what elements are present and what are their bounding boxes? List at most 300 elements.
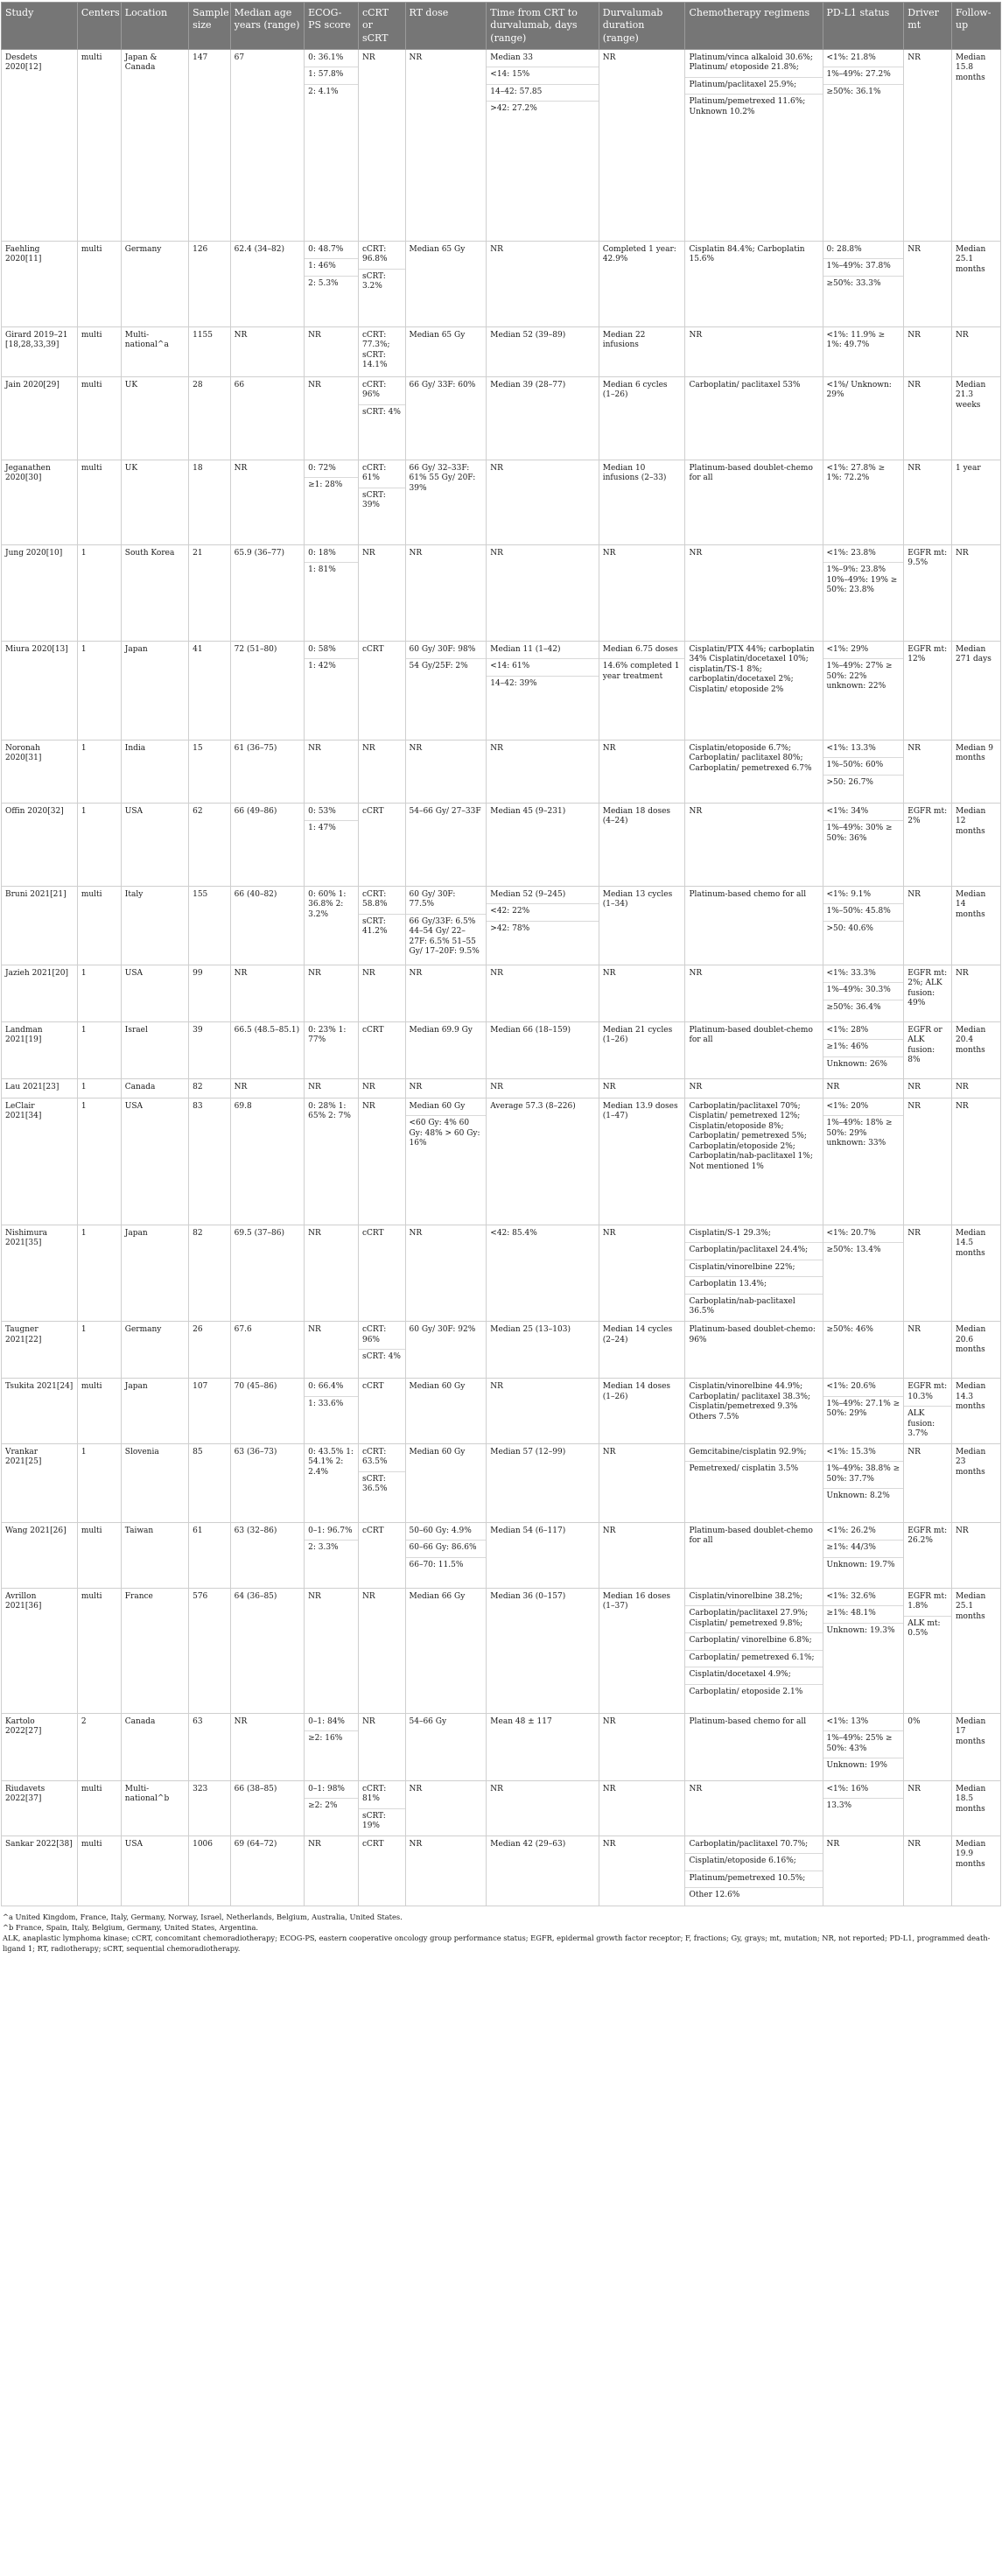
study-cell [2,49,78,241]
rt-dose-cell [405,376,487,460]
pd-l1-status-cell [823,1225,904,1321]
table-row [2,49,1001,241]
location-cell [121,326,188,376]
cell-value: 66 (49–86) [234,806,277,816]
cell-value: Median 6 cycles (1–26) [602,380,668,400]
table-row [2,1021,1001,1078]
table-row [2,1522,1001,1588]
centers-cell [77,965,121,1021]
chemotherapy-regimens-cell [685,1443,823,1522]
crt-type-cell [358,241,405,326]
cell-value: sCRT: 3.2% [359,269,405,296]
cell-value: NR [490,743,503,753]
chemotherapy-regimens-cell [685,740,823,803]
location-cell [121,376,188,460]
location-cell [121,49,188,241]
cell-value: NR [308,380,321,390]
driver-mt-cell [904,241,952,326]
cell-value: 63 (32–86) [234,1526,277,1535]
cell-value: Median 54 (6–117) [490,1526,566,1535]
cell-value: 1 year [956,463,981,473]
pd-l1-status-cell [823,641,904,740]
ecog-ps-cell [305,1225,359,1321]
cell-value: Carboplatin/ vinorelbine 6.8%; [685,1632,822,1650]
cell-value: Japan [124,1381,148,1391]
location-cell [121,965,188,1021]
study-characteristics-table [1,2,1001,1906]
cell-value: <1%: 9.1% [826,889,872,899]
cell-value: Jazieh 2021[20] [5,968,68,978]
study-cell [2,886,78,965]
time-to-durvalumab-cell [487,376,599,460]
cell-value: 0: 18% [308,548,336,558]
time-to-durvalumab-cell [487,241,599,326]
cell-value: <14: 15% [487,67,598,84]
cell-value: Cisplatin 84.4%; Carboplatin 15.6% [689,244,805,264]
cell-value: 67.6 [234,1324,252,1334]
follow-up-cell [952,1321,1001,1378]
cell-value: Median 65 Gy [409,330,466,340]
cell-value: 0–1: 96.7% [308,1526,353,1535]
driver-mt-cell [904,803,952,886]
cell-value: <42: 22% [487,903,598,921]
cell-value: Median 39 (28–77) [490,380,566,390]
ecog-ps-cell [305,460,359,544]
cell-value: Median 14 doses (1–26) [602,1381,671,1401]
durvalumab-duration-cell [599,460,685,544]
cell-value: Median 21.3 weeks [956,380,986,410]
cell-value: NR [602,53,616,62]
cell-value: NR [907,743,921,753]
follow-up-cell [952,326,1001,376]
follow-up-cell [952,1522,1001,1588]
median-age-cell [230,1021,304,1078]
cell-value: 1006 [193,1839,213,1849]
sample-size-cell [189,1098,231,1225]
location-cell [121,1021,188,1078]
cell-value: 107 [193,1381,208,1391]
crt-type-cell [358,1378,405,1443]
cell-value: NR [602,1716,616,1726]
cell-value: 1 [81,806,87,816]
ecog-ps-cell [305,326,359,376]
cell-value: Carboplatin/paclitaxel 24.4%; [685,1242,822,1260]
rt-dose-cell [405,1835,487,1906]
cell-value: 0: 60% 1: 36.8% 2: 3.2% [308,889,347,919]
cell-value: NR [602,548,616,558]
cell-value: NR [361,1716,375,1726]
cell-value: multi [81,463,102,473]
pd-l1-status-cell [823,886,904,965]
pd-l1-status-cell [823,1378,904,1443]
time-to-durvalumab-cell [487,460,599,544]
cell-value: Desdets 2020[12] [5,53,42,73]
cell-value: 72 (51–80) [234,644,277,654]
centers-cell [77,886,121,965]
chemotherapy-regimens-cell [685,241,823,326]
rt-dose-cell [405,965,487,1021]
cell-value: 0: 48.7% [308,244,344,254]
cell-value: NR [602,1526,616,1535]
cell-value: 21 [193,548,203,558]
cell-value: 18 [193,463,203,473]
cell-value: India [124,743,146,753]
crt-type-cell [358,740,405,803]
time-to-durvalumab-cell [487,1835,599,1906]
cell-value: 1: 81% [305,562,358,579]
column-header: Study [2,3,78,50]
cell-value: cCRT [361,1025,384,1035]
median-age-cell [230,1835,304,1906]
cell-value: 66 [234,380,245,390]
cell-value: 1%–9%: 23.8% 10%–49%: 19% ≥ 50%: 23.8% [823,562,904,600]
driver-mt-cell [904,886,952,965]
median-age-cell [230,1522,304,1588]
cell-value: Carboplatin/ pemetrexed 6.1%; [685,1650,822,1667]
cell-value: Cisplatin/vinorelbine 44.9%; Carboplatin/ paclitaxel 38.3%; Cisplatin/pemetrexed 9.3% Others 7.5% [689,1381,811,1421]
cell-value: NR [907,1101,921,1111]
follow-up-cell [952,1588,1001,1713]
cell-value: 1 [81,548,87,558]
pd-l1-status-cell [823,803,904,886]
durvalumab-duration-cell [599,1713,685,1780]
cell-value: Median 25.1 months [956,244,986,274]
cell-value: Median 66 (18–159) [490,1025,571,1035]
durvalumab-duration-cell [599,1225,685,1321]
time-to-durvalumab-cell [487,1713,599,1780]
cell-value: Median 45 (9–231) [490,806,566,816]
chemotherapy-regimens-cell [685,1078,823,1098]
pd-l1-status-cell [823,376,904,460]
median-age-cell [230,1225,304,1321]
rt-dose-cell [405,241,487,326]
cell-value: NR [602,1228,616,1238]
rt-dose-cell [405,740,487,803]
ecog-ps-cell [305,1443,359,1522]
cell-value: Median 20.6 months [956,1324,986,1355]
cell-value: Median 271 days [956,644,991,664]
cell-value: NR [234,463,248,473]
time-to-durvalumab-cell [487,1588,599,1713]
ecog-ps-cell [305,1321,359,1378]
time-to-durvalumab-cell [487,965,599,1021]
cell-value: NR [907,1228,921,1238]
cell-value: 26 [193,1324,203,1334]
rt-dose-cell [405,1378,487,1443]
cell-value: NR [907,1324,921,1334]
cell-value: NR [826,1082,840,1091]
rt-dose-cell [405,641,487,740]
cell-value: >50: 40.6% [823,921,904,938]
crt-type-cell [358,1021,405,1078]
follow-up-cell [952,544,1001,641]
cell-value: 147 [193,53,208,62]
follow-up-cell [952,803,1001,886]
follow-up-cell [952,241,1001,326]
rt-dose-cell [405,1098,487,1225]
sample-size-cell [189,886,231,965]
study-cell [2,460,78,544]
ecog-ps-cell [305,544,359,641]
cell-value: EGFR mt: 26.2% [907,1526,948,1546]
median-age-cell [230,740,304,803]
cell-value: cCRT: 77.3%; sCRT: 14.1% [361,330,390,370]
cell-value: Sankar 2022[38] [5,1839,73,1849]
follow-up-cell [952,49,1001,241]
cell-value: NR [409,1784,423,1793]
column-header: PD-L1 status [823,3,904,50]
cell-value: Pemetrexed/ cisplatin 3.5% [685,1461,822,1478]
driver-mt-cell [904,544,952,641]
cell-value: multi [81,244,102,254]
cell-value: 0–1: 98% [308,1784,345,1793]
cell-value: Unknown: 26% [823,1056,904,1074]
cell-value: EGFR or ALK fusion: 8% [907,1025,942,1065]
crt-type-cell [358,1713,405,1780]
cell-value: NR [907,463,921,473]
rt-dose-cell [405,544,487,641]
cell-value: <1%: 20.7% [826,1228,876,1238]
cell-value: EGFR mt: 9.5% [907,548,948,568]
study-cell [2,1078,78,1098]
cell-value: 1%–49%: 38.8% ≥ 50%: 37.7% [823,1461,904,1488]
cell-value: 1: 46% [305,258,358,276]
chemotherapy-regimens-cell [685,886,823,965]
cell-value: 66 Gy/ 32–33F: 61% 55 Gy/ 20F: 39% [409,463,476,493]
cell-value: Unknown: 19.3% [823,1623,904,1640]
cell-value: 1%–50%: 45.8% [823,903,904,921]
time-to-durvalumab-cell [487,1321,599,1378]
cell-value: Median 69.9 Gy [409,1025,473,1035]
cell-value: NR [361,968,375,978]
cell-value: Landman 2021[19] [5,1025,43,1045]
column-header: cCRT or sCRT [358,3,405,50]
crt-type-cell [358,965,405,1021]
chemotherapy-regimens-cell [685,965,823,1021]
sample-size-cell [189,241,231,326]
cell-value: 60 Gy/ 30F: 98% [409,644,476,654]
time-to-durvalumab-cell [487,1780,599,1835]
location-cell [121,1713,188,1780]
location-cell [121,544,188,641]
cell-value: sCRT: 4% [359,404,405,422]
cell-value: <1%: 21.8% [826,53,876,62]
pd-l1-status-cell [823,1835,904,1906]
cell-value: 64 (36–85) [234,1591,277,1601]
cell-value: NR [409,1228,423,1238]
cell-value: 1%–49%: 37.8% [823,258,904,276]
cell-value: 65.9 (36–77) [234,548,284,558]
cell-value: <1%: 26.2% [826,1526,876,1535]
durvalumab-duration-cell [599,241,685,326]
cell-value: NR [234,330,248,340]
ecog-ps-cell [305,1522,359,1588]
follow-up-cell [952,1835,1001,1906]
cell-value: NR [308,1082,321,1091]
centers-cell [77,1321,121,1378]
cell-value: Median 60 Gy [409,1101,466,1111]
cell-value: NR [308,1324,321,1334]
cell-value: 28 [193,380,203,390]
cell-value: Median 25 (13–103) [490,1324,571,1334]
crt-type-cell [358,1078,405,1098]
cell-value: 99 [193,968,203,978]
driver-mt-cell [904,49,952,241]
cell-value: 62 [193,806,203,816]
cell-value: Cisplatin/vinorelbine 22%; [685,1260,822,1277]
footnote-b: ^b France, Spain, Italy, Belgium, Germany, United States, Argentina. [3,1922,259,1932]
cell-value: Cisplatin/etoposide 6.16%; [685,1853,822,1871]
column-header: ECOG-PS score [305,3,359,50]
cell-value: Lau 2021[23] [5,1082,60,1091]
cell-value: multi [81,1784,102,1793]
study-cell [2,1522,78,1588]
pd-l1-status-cell [823,740,904,803]
durvalumab-duration-cell [599,1522,685,1588]
median-age-cell [230,641,304,740]
cell-value: NR [907,53,921,62]
cell-value: NR [234,1716,248,1726]
table-row [2,803,1001,886]
cell-value: NR [907,1839,921,1849]
ecog-ps-cell [305,241,359,326]
time-to-durvalumab-cell [487,1443,599,1522]
cell-value: Platinum/pemetrexed 10.5%; [685,1871,822,1888]
study-cell [2,1378,78,1443]
sample-size-cell [189,326,231,376]
chemotherapy-regimens-cell [685,1588,823,1713]
cell-value: Platinum-based chemo for all [689,1716,807,1726]
cell-value: NR [308,743,321,753]
rt-dose-cell [405,49,487,241]
sample-size-cell [189,49,231,241]
cell-value: Kartolo 2022[27] [5,1716,42,1737]
follow-up-cell [952,965,1001,1021]
cell-value: 69 (64–72) [234,1839,277,1849]
study-cell [2,376,78,460]
centers-cell [77,1835,121,1906]
durvalumab-duration-cell [599,1321,685,1378]
cell-value: 62.4 (34–82) [234,244,284,254]
cell-value: Riudavets 2022[37] [5,1784,46,1804]
centers-cell [77,1588,121,1713]
cell-value: <1%: 34% [826,806,869,816]
cell-value: 61 (36–75) [234,743,277,753]
cell-value: Nishimura 2021[35] [5,1228,48,1248]
cell-value: Germany [124,1324,162,1334]
chemotherapy-regimens-cell [685,376,823,460]
cell-value: cCRT: 63.5% [361,1447,388,1467]
cell-value: multi [81,53,102,62]
cell-value: 1%–49%: 27.1% ≥ 50%: 29% [823,1396,904,1423]
sample-size-cell [189,740,231,803]
cell-value: Cisplatin/S-1 29.3%; [689,1228,771,1238]
sample-size-cell [189,1321,231,1378]
median-age-cell [230,803,304,886]
cell-value: Noronah 2020[31] [5,743,42,763]
cell-value: Platinum/paclitaxel 25.9%; [685,77,822,95]
cell-value: ≥50%: 36.1% [823,84,904,102]
cell-value: Carboplatin/ paclitaxel 53% [689,380,801,390]
cell-value: NR [490,244,503,254]
location-cell [121,740,188,803]
cell-value: UK [124,380,138,390]
cell-value: Median 12 months [956,806,986,836]
centers-cell [77,740,121,803]
location-cell [121,460,188,544]
centers-cell [77,1780,121,1835]
sample-size-cell [189,1378,231,1443]
ecog-ps-cell [305,965,359,1021]
cell-value: 66–70: 11.5% [406,1557,487,1575]
cell-value: Average 57.3 (8–226) [490,1101,576,1111]
cell-value: 1%–49%: 30% ≥ 50%: 36% [823,820,904,847]
crt-type-cell [358,326,405,376]
cell-value: Slovenia [124,1447,159,1456]
cell-value: 155 [193,889,208,899]
cell-value: Vrankar 2021[25] [5,1447,42,1467]
follow-up-cell [952,1078,1001,1098]
median-age-cell [230,241,304,326]
cell-value: Japan [124,1228,148,1238]
location-cell [121,1780,188,1835]
cell-value: 1 [81,644,87,654]
cell-value: NR [490,548,503,558]
cell-value: NR [361,1101,375,1111]
cell-value: 63 (36–73) [234,1447,277,1456]
cell-value: Carboplatin 13.4%; [685,1276,822,1294]
crt-type-cell [358,1522,405,1588]
table-row [2,1078,1001,1098]
cell-value: NR [490,968,503,978]
cell-value: multi [81,330,102,340]
time-to-durvalumab-cell [487,1098,599,1225]
cell-value: NR [907,1784,921,1793]
cell-value: South Korea [124,548,175,558]
cell-value: NR [490,1784,503,1793]
study-cell [2,326,78,376]
location-cell [121,1835,188,1906]
cell-value: 0: 36.1% [308,53,344,62]
centers-cell [77,641,121,740]
cell-value: 1 [81,743,87,753]
pd-l1-status-cell [823,1588,904,1713]
crt-type-cell [358,49,405,241]
cell-value: <1%: 32.6% [826,1591,876,1601]
cell-value: multi [81,1839,102,1849]
study-cell [2,1780,78,1835]
table-row [2,544,1001,641]
location-cell [121,803,188,886]
durvalumab-duration-cell [599,376,685,460]
cell-value: <1%: 33.3% [826,968,876,978]
time-to-durvalumab-cell [487,740,599,803]
cell-value: <1%: 20% [826,1101,869,1111]
footnote-abbreviations: ALK, anaplastic lymphoma kinase; cCRT, concomitant chemoradiotherapy; ECOG-PS, eastern cooperative oncology group performance status; EGFR, epidermal growth factor receptor; F, fractions; Gy, grays; mt, mutation; NR, not reported; PD-L1, programmed death-ligand 1; RT, radiotherapy; sCRT, sequential chemoradiotherapy. [3,1933,991,1953]
follow-up-cell [952,1098,1001,1225]
cell-value: 2 [81,1716,87,1726]
cell-value: Median 14.3 months [956,1381,986,1412]
cell-value: Avrillon 2021[36] [5,1591,42,1611]
cell-value: >42: 78% [487,921,598,938]
cell-value: Bruni 2021[21] [5,889,67,899]
centers-cell [77,544,121,641]
cell-value: USA [124,968,144,978]
cell-value: Japan [124,644,148,654]
cell-value: <1%: 27.8% ≥ 1%: 72.2% [826,463,886,483]
cell-value: <1%: 13% [826,1716,869,1726]
rt-dose-cell [405,1522,487,1588]
